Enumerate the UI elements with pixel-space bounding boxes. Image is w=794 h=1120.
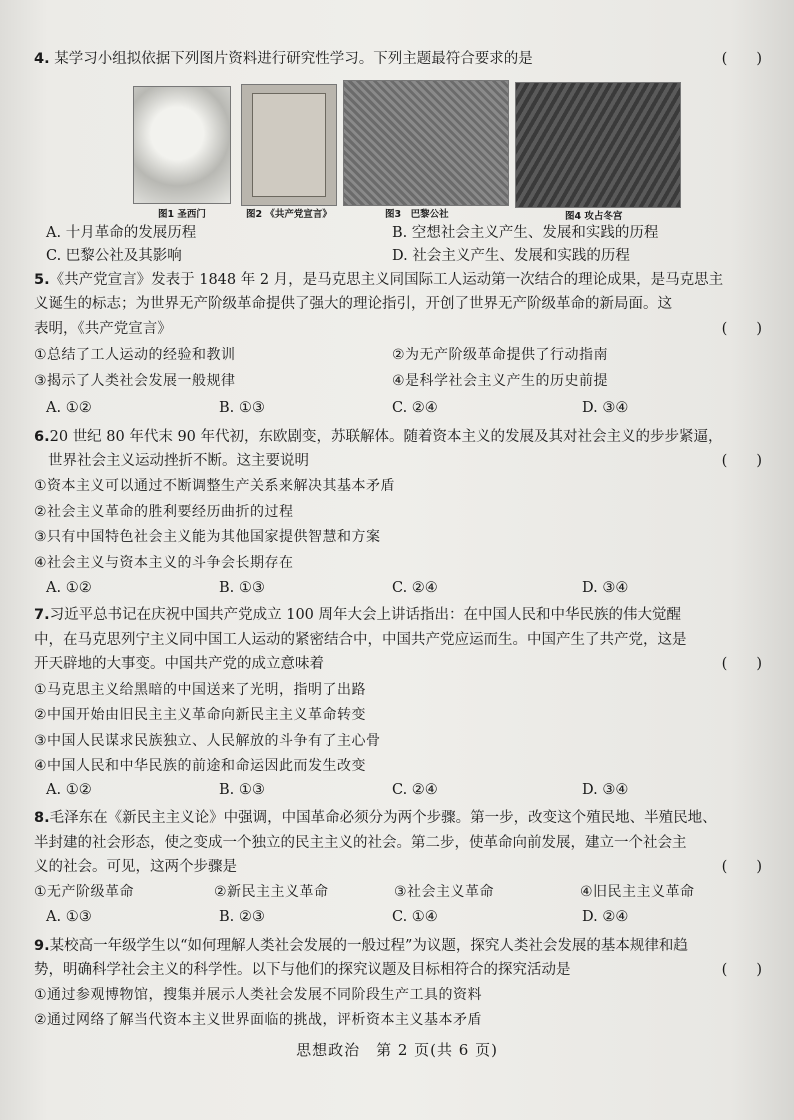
- q5-text-2: 义诞生的标志；为世界无产阶级革命提供了强大的理论指引，开创了世界无产阶级革命的新局面。这: [34, 296, 672, 312]
- q6-option-d: D. ③④: [582, 580, 629, 596]
- book-cover-panel: [252, 93, 326, 197]
- q9-statement-1: ①通过参观博物馆，搜集并展示人类社会发展不同阶段生产工具的资料: [34, 987, 483, 1003]
- caption-fig1: 图1 圣西门: [158, 209, 206, 220]
- q9-statement-2: ②通过网络了解当代资本主义世界面临的挑战，评析资本主义基本矛盾: [34, 1012, 483, 1028]
- q7-text-2: 中，在马克思列宁主义同中国工人运动的紧密结合中，中国共产党应运而生。中国产生了共产党，这是: [34, 632, 687, 648]
- q6-text-1: 20 世纪 80 年代末 90 年代初，东欧剧变，苏联解体。随着资本主义的发展及其对社会主义的步步紧逼，: [49, 429, 723, 445]
- q6-statement-2: ②社会主义革命的胜利要经历曲折的过程: [34, 504, 294, 520]
- q8-text-2: 半封建的社会形态，使之变成一个独立的民主主义的社会。第二步，使革命向前发展，建立一个社会主: [34, 835, 687, 851]
- q8-answer-blank: ( ): [721, 859, 762, 875]
- q8-option-a: A. ①③: [46, 909, 92, 925]
- q8-statement-2: ②新民主主义革命: [214, 884, 329, 900]
- paris-commune-image: [343, 80, 509, 206]
- caption-fig4: 图4 攻占冬宫: [565, 211, 623, 222]
- q7-option-a: A. ①②: [46, 782, 92, 798]
- q6-statement-4: ④社会主义与资本主义的斗争会长期存在: [34, 555, 294, 571]
- storming-winter-palace-image: [515, 82, 681, 208]
- caption-fig2: 图2 《共产党宣言》: [246, 209, 332, 220]
- q6-statement-1: ①资本主义可以通过不断调整生产关系来解决其基本矛盾: [34, 478, 396, 494]
- q7-number: 7.: [34, 607, 50, 623]
- q7-statement-4: ④中国人民和中华民族的前途和命运因此而发生改变: [34, 758, 367, 774]
- q6-answer-blank: ( ): [721, 453, 762, 469]
- saint-simon-portrait-image: [133, 86, 231, 204]
- q4-answer-blank: ( ): [721, 51, 762, 67]
- q8-statement-1: ①无产阶级革命: [34, 884, 135, 900]
- q6-option-c: C. ②④: [392, 580, 438, 596]
- q7-line3: [34, 654, 774, 674]
- q5-statement-1: ①总结了工人运动的经验和教训: [34, 347, 236, 363]
- q6-statement-3: ③只有中国特色社会主义能为其他国家提供智慧和方案: [34, 529, 381, 545]
- q7-statement-1: ①马克思主义给黑暗的中国送来了光明，指明了出路: [34, 682, 367, 698]
- q7-text-1: 习近平总书记在庆祝中国共产党成立 100 周年大会上讲话指出：在中国人民和中华民族的伟大觉醒: [49, 607, 681, 623]
- q5-line1: [34, 270, 774, 290]
- q5-line3: [34, 319, 774, 339]
- q6-option-a: A. ①②: [46, 580, 92, 596]
- q7-answer-blank: ( ): [721, 656, 762, 672]
- q7-line2: [34, 630, 774, 650]
- q5-option-c: C. ②④: [392, 400, 438, 416]
- caption-fig3: 图3 巴黎公社: [385, 209, 449, 220]
- page-footer: 思想政治 第 2 页(共 6 页): [296, 1041, 498, 1059]
- q8-statement-4: ④旧民主主义革命: [580, 884, 695, 900]
- q8-statement-3: ③社会主义革命: [394, 884, 495, 900]
- q9-answer-blank: ( ): [721, 962, 762, 978]
- q5-answer-blank: ( ): [721, 321, 762, 337]
- communist-manifesto-cover-image: [241, 84, 337, 206]
- q7-statement-3: ③中国人民谋求民族独立、人民解放的斗争有了主心骨: [34, 733, 381, 749]
- q5-statement-3: ③揭示了人类社会发展一般规律: [34, 373, 236, 389]
- q5-option-a: A. ①②: [46, 400, 92, 416]
- q6-number: 6.: [34, 429, 50, 445]
- q9-text-2: 势，明确科学社会主义的科学性。以下与他们的探究议题及目标相符合的探究活动是: [34, 962, 571, 978]
- q8-option-c: C. ①④: [392, 909, 438, 925]
- q6-line2: [34, 451, 774, 471]
- q7-option-b: B. ①③: [219, 782, 265, 798]
- q7-option-c: C. ②④: [392, 782, 438, 798]
- q9-line1: [34, 936, 774, 956]
- q4-option-d: D. 社会主义产生、发展和实践的历程: [392, 248, 630, 264]
- q5-number: 5.: [34, 272, 50, 288]
- q8-line3: [34, 857, 774, 877]
- q9-number: 9.: [34, 938, 50, 954]
- q8-text-3: 义的社会。可见，这两个步骤是: [34, 859, 237, 875]
- q5-line2: [34, 294, 774, 314]
- q9-line2: [34, 960, 774, 980]
- q4-stem: [34, 49, 774, 69]
- q5-text-3: 表明，《共产党宣言》: [34, 321, 172, 337]
- q7-statement-2: ②中国开始由旧民主主义革命向新民主主义革命转变: [34, 707, 367, 723]
- q5-statement-4: ④是科学社会主义产生的历史前提: [392, 373, 609, 389]
- q6-option-b: B. ①③: [219, 580, 265, 596]
- q5-statement-2: ②为无产阶级革命提供了行动指南: [392, 347, 609, 363]
- q8-number: 8.: [34, 810, 50, 826]
- q5-option-d: D. ③④: [582, 400, 629, 416]
- q9-text-1: 某校高一年级学生以“如何理解人类社会发展的一般过程”为议题，探究人类社会发展的基本规律和趋: [49, 938, 688, 954]
- q6-text-2: 世界社会主义运动挫折不断。这主要说明: [48, 453, 309, 469]
- q6-line1: [34, 427, 774, 447]
- q4-number: 4.: [34, 51, 50, 67]
- q8-text-1: 毛泽东在《新民主主义论》中强调，中国革命必须分为两个步骤。第一步，改变这个殖民地、半殖民地、: [49, 810, 717, 826]
- q4-option-a: A. 十月革命的发展历程: [46, 225, 197, 241]
- q7-line1: [34, 605, 774, 625]
- q4-option-b: B. 空想社会主义产生、发展和实践的历程: [392, 225, 659, 241]
- q8-line1: [34, 808, 774, 828]
- q4-option-c: C. 巴黎公社及其影响: [46, 248, 182, 264]
- q8-option-b: B. ②③: [219, 909, 265, 925]
- q8-line2: [34, 833, 774, 853]
- q5-option-b: B. ①③: [219, 400, 265, 416]
- q7-option-d: D. ③④: [582, 782, 629, 798]
- q4-stem-text: 某学习小组拟依据下列图片资料进行研究性学习。下列主题最符合要求的是: [54, 51, 533, 67]
- q8-option-d: D. ②④: [582, 909, 629, 925]
- q7-text-3: 开天辟地的大事变。中国共产党的成立意味着: [34, 656, 324, 672]
- q5-text-1: 《共产党宣言》发表于 1848 年 2 月，是马克思主义同国际工人运动第一次结合的理论成果，是马克思主: [49, 272, 724, 288]
